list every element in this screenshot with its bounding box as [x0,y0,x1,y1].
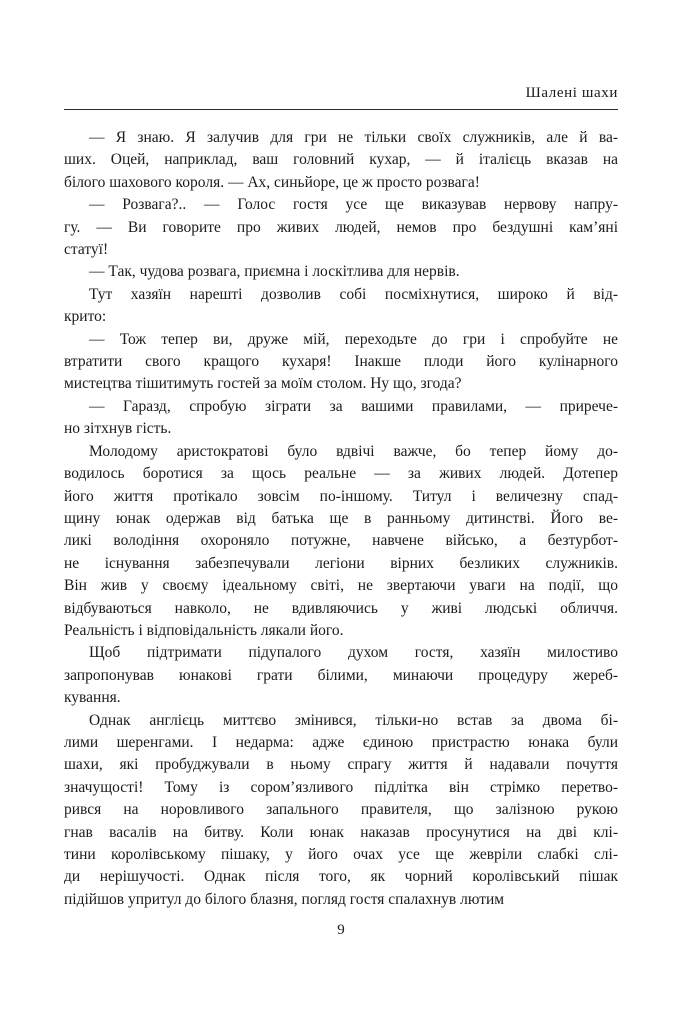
text-line: тини королівському пішаку, у його очах усе ще жевріли слабкі слі- [64,846,618,863]
header-rule [64,109,618,110]
paragraph [64,329,618,396]
text-line: Щоб підтримати підупалого духом гостя, хазяїн милостиво [89,644,618,662]
text-line: кування. [64,689,121,707]
text-line: Молодому аристократові було вдвічі важче, бо тепер йому до- [89,442,618,460]
text-line: не існування забезпечували легіони вірних безликих служників. [64,554,618,572]
text-line: статуї! [64,241,109,259]
text-line: водилось боротися за щось реальне — за живих людей. Дотепер [64,465,618,483]
text-line: шахи, які пробуджували в ньому спрагу життя й надавали почуття [64,756,618,774]
text-line: Тут хазяїн нарешті дозволив собі посміхнутися, широко й від- [89,285,618,303]
page-number: 9 [337,922,345,938]
text-line: втратити свого кращого кухаря! Інакше плоди його кулінарного [64,353,618,371]
text-line: — Так, чудова розвага, приємна і лоскітлива для нервів. [89,263,460,281]
paragraph [64,194,618,261]
page-body-text [64,127,618,911]
text-line: — Тож тепер ви, друже мій, переходьте до гри і спробуйте не [89,330,618,348]
paragraph [64,642,618,709]
text-line: щину юнак одержав від батька ще в ранньому дитинстві. Його ве- [64,509,618,527]
text-line: но зітхнув гість. [64,420,172,438]
paragraph [64,261,618,283]
text-line: ди нерішучості. Однак після того, як чорний королівський пішак [64,868,618,886]
text-line: — Гаразд, спробую зіграти за вашими правилами, — прирече- [89,397,618,415]
paragraph [64,284,618,329]
text-line: ликі володіння охороняло потужне, навчене військо, а безтурбот- [64,532,618,550]
running-header-title: Шалені шахи [525,85,618,101]
text-line: гнав васалів на битву. Коли юнак наказав просунутися на дві клі- [64,823,618,841]
paragraph [64,396,618,441]
paragraph [64,127,618,194]
paragraph [64,441,618,643]
text-line: ших. Оцей, наприклад, ваш головний кухар, — й італієць вказав на [64,151,618,169]
text-line: білого шахового короля. — Ах, синьйоре, це ж просто розвага! [64,173,480,191]
text-line: мистецтва тішитимуть гостей за моїм столом. Ну що, згода? [64,375,462,393]
text-line: Він жив у своєму ідеальному світі, не звертаючи уваги на події, що [64,577,618,595]
paragraph [64,710,618,912]
text-line: відбуваються навколо, не вдивляючись у живі людські обличчя. [64,599,618,617]
text-line: — Розвага?.. — Голос гостя усе ще виказував нервову напру- [89,196,618,214]
text-line: його життя протікало зовсім по-іншому. Титул і величезну спад- [64,487,618,505]
text-line: значущості! Тому із сором’язливого підлітка він стрімко перетво- [64,778,618,796]
text-line: підійшов упритул до білого блазня, погляд гостя спалахнув лютим [64,890,505,908]
text-line: запропонував юнакові грати білими, минаючи процедуру жереб- [64,666,618,684]
text-line: Реальність і відповідальність лякали його. [64,621,344,639]
text-line: — Я знаю. Я залучив для гри не тільки своїх служників, але й ва- [89,129,618,146]
page-header [64,84,618,110]
text-line: Однак англієць миттєво змінився, тільки-но встав за двома бі- [89,711,618,729]
text-line: гу. — Ви говорите про живих людей, немов про бездушні кам’яні [64,218,618,236]
text-line: крито: [64,308,107,326]
text-line: рився на норовливого запального правителя, що залізною рукою [64,801,618,819]
text-line: лими шеренгами. І недарма: адже єдиною пристрастю юнака були [64,733,618,751]
